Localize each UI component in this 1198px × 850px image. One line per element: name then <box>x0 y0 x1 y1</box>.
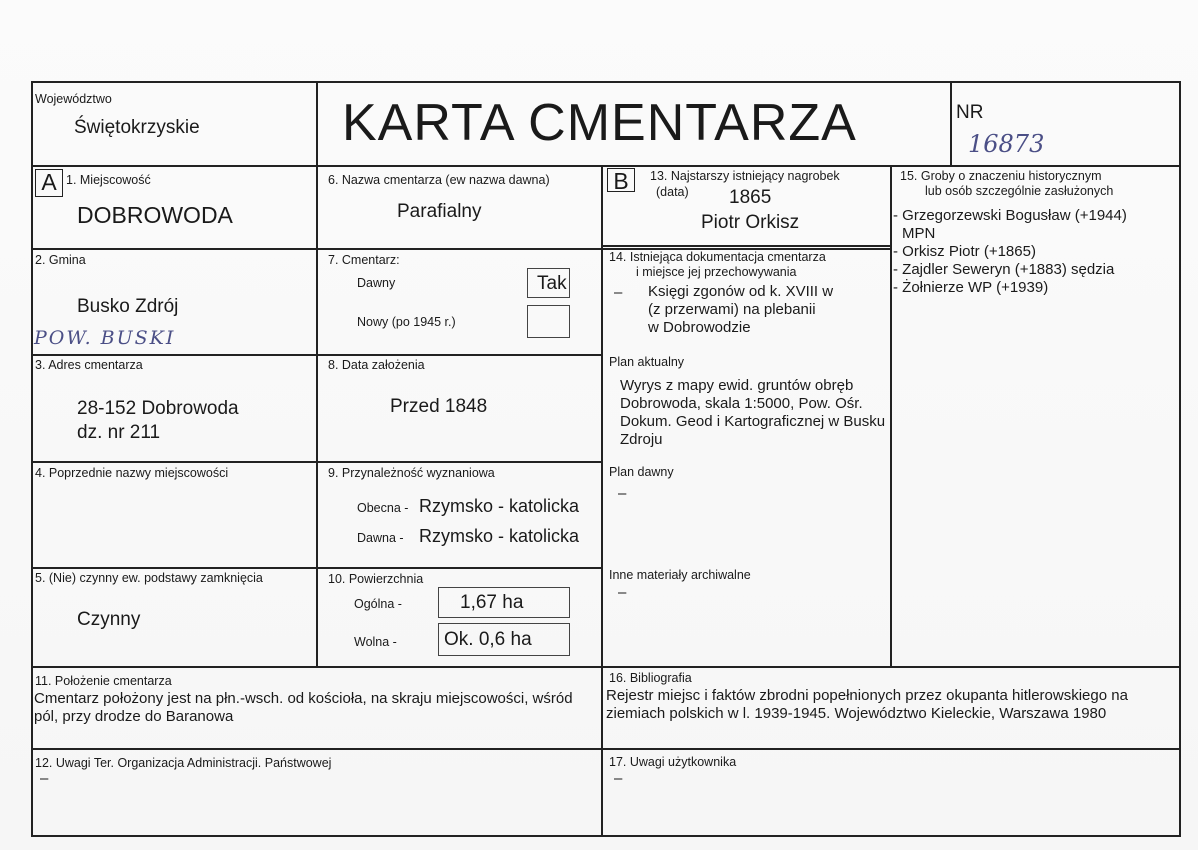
cemetery-name-value: Parafialny <box>397 201 482 222</box>
former-denomination-value: Rzymsko - katolicka <box>419 526 580 546</box>
nr-label: NR <box>956 102 984 123</box>
user-remarks-value: – <box>614 770 623 787</box>
total-area-value: 1,67 ha <box>460 592 524 613</box>
commune-label: 2. Gmina <box>35 253 86 267</box>
old-plan-value: – <box>618 485 627 502</box>
area-label: 10. Powierzchnia <box>328 572 424 586</box>
historic-grave-item: - Żołnierze WP (+1939) <box>893 279 1049 296</box>
current-denomination-label: Obecna - <box>357 501 409 515</box>
commune-value: Busko Zdrój <box>77 296 179 317</box>
documentation-line-2: (z przerwami) na plebanii <box>648 301 816 318</box>
total-area-label: Ogólna - <box>354 597 402 611</box>
historic-grave-item: - Orkisz Piotr (+1865) <box>893 243 1036 260</box>
free-area-value: Ok. 0,6 ha <box>444 629 532 650</box>
historic-grave-item: - Grzegorzewski Bogusław (+1944) <box>893 207 1127 224</box>
location-value: Cmentarz położony jest na płn.-wsch. od kościoła, na skraju miejscowości, wśród pól, przy drodze do Baranowa <box>34 690 573 725</box>
bibliography-value: Rejestr miejsc i faktów zbrodni popełnionych przez okupanta hitlerowskiego na ziemiach polskich w l. 1939-1945. Województwo Kieleckie, Warszawa 1980 <box>606 687 1128 722</box>
divider <box>601 245 891 247</box>
divider <box>316 81 318 666</box>
oldest-grave-year: 1865 <box>729 187 772 208</box>
documentation-dash: – <box>614 284 623 301</box>
divider <box>31 666 1181 668</box>
address-line-1: 28-152 Dobrowoda <box>77 398 239 419</box>
former-names-label: 4. Poprzednie nazwy miejscowości <box>35 466 229 480</box>
locality-label: 1. Miejscowość <box>66 173 151 187</box>
card-title: KARTA CMENTARZA <box>342 94 857 152</box>
current-plan-value: Wyrys z mapy ewid. gruntów obręb Dobrowoda, skala 1:5000, Pow. Ośr. Dokum. Geod i Kartograficznej w Busku Zdroju <box>620 377 886 448</box>
divider <box>890 165 892 666</box>
old-label: Dawny <box>357 276 396 290</box>
former-denomination-label: Dawna - <box>357 531 404 545</box>
admin-remarks-label: 12. Uwagi Ter. Organizacja Administracji. Państwowej <box>35 756 332 770</box>
other-materials-value: – <box>618 584 627 601</box>
denomination-label: 9. Przynależność wyznaniowa <box>328 466 495 480</box>
historic-graves-label-2: lub osób szczególnie zasłużonych <box>925 184 1114 198</box>
current-plan-label: Plan aktualny <box>609 355 685 369</box>
old-value: Tak <box>537 273 567 294</box>
address-label: 3. Adres cmentarza <box>35 358 143 372</box>
bibliography-label: 16. Bibliografia <box>609 671 692 685</box>
founding-date-label: 8. Data założenia <box>328 358 425 372</box>
divider <box>31 165 1181 167</box>
admin-remarks-value: – <box>40 770 49 787</box>
historic-grave-item: MPN <box>902 225 936 242</box>
section-a-marker: A <box>35 169 63 197</box>
voivodeship-label: Województwo <box>35 92 112 106</box>
documentation-line-3: w Dobrowodzie <box>648 319 751 336</box>
cemetery-type-label: 7. Cmentarz: <box>328 253 400 267</box>
free-area-label: Wolna - <box>354 635 397 649</box>
voivodeship-value: Świętokrzyskie <box>74 117 200 138</box>
active-status-label: 5. (Nie) czynny ew. podstawy zamknięcia <box>35 571 263 585</box>
active-status-value: Czynny <box>77 609 141 630</box>
other-materials-label: Inne materiały archiwalne <box>609 568 751 582</box>
new-checkbox <box>527 305 570 338</box>
oldest-grave-label: 13. Najstarszy istniejący nagrobek <box>650 169 840 183</box>
address-line-2: dz. nr 211 <box>77 422 161 443</box>
oldest-grave-name: Piotr Orkisz <box>701 212 800 233</box>
section-b-marker: B <box>607 168 635 192</box>
documentation-label: 14. Istniejąca dokumentacja cmentarza <box>609 250 826 264</box>
divider <box>950 81 952 165</box>
location-label: 11. Położenie cmentarza <box>35 674 172 688</box>
nr-handwritten-value: 16873 <box>968 130 1045 158</box>
historic-grave-item: - Zajdler Seweryn (+1883) sędzia <box>893 261 1115 278</box>
locality-value: DOBROWODA <box>77 202 233 228</box>
divider <box>31 748 1181 750</box>
historic-graves-label: 15. Groby o znaczeniu historycznym <box>900 169 1102 183</box>
documentation-line-1: Księgi zgonów od k. XVIII w <box>648 283 834 300</box>
user-remarks-label: 17. Uwagi użytkownika <box>609 755 737 769</box>
divider <box>601 165 603 835</box>
current-denomination-value: Rzymsko - katolicka <box>419 496 580 516</box>
old-plan-label: Plan dawny <box>609 465 674 479</box>
documentation-label-2: i miejsce jej przechowywania <box>636 265 797 279</box>
county-handwritten-note: POW. BUSKI <box>34 327 176 349</box>
oldest-grave-date-label: (data) <box>656 185 689 199</box>
cemetery-name-label: 6. Nazwa cmentarza (ew nazwa dawna) <box>328 173 550 187</box>
founding-date-value: Przed 1848 <box>390 396 488 417</box>
new-label: Nowy (po 1945 r.) <box>357 315 456 329</box>
